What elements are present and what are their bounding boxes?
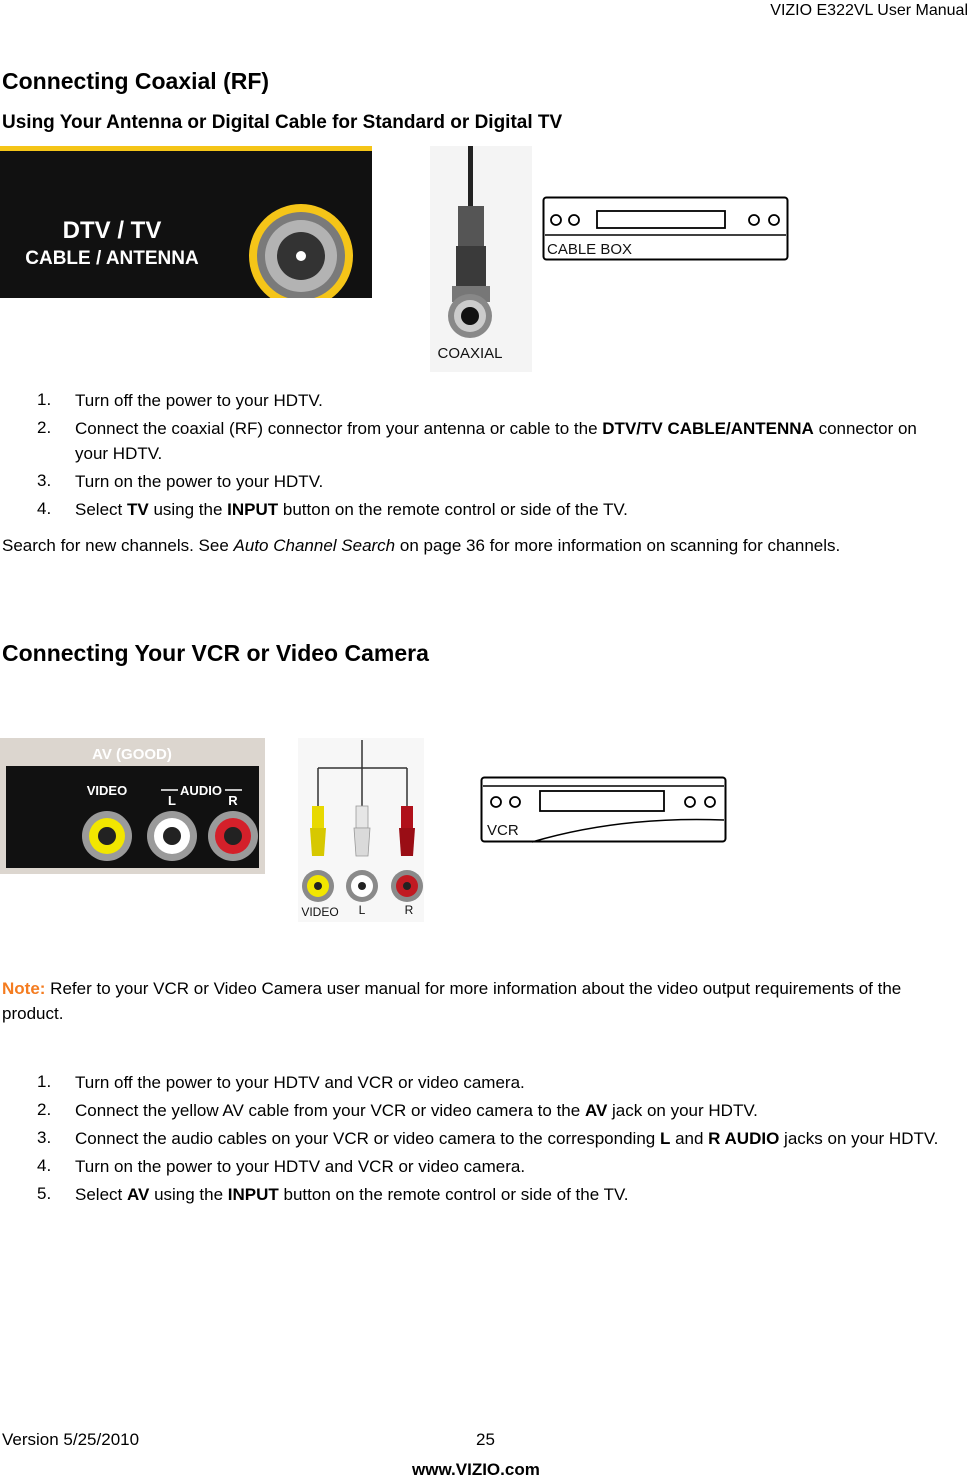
list-item bbox=[0, 1124, 940, 1152]
step-text-fragment: using the bbox=[148, 500, 228, 519]
bold-term: R AUDIO bbox=[708, 1129, 780, 1148]
page-number: 25 bbox=[476, 1430, 495, 1449]
step-text bbox=[75, 1068, 940, 1096]
step-number: 3. bbox=[37, 1128, 52, 1147]
section-title-coaxial: Connecting Coaxial (RF) bbox=[2, 68, 270, 94]
step-text-fragment: connector on your HDTV. bbox=[75, 419, 917, 463]
footer-url: www.VIZIO.com bbox=[412, 1460, 540, 1479]
step-text bbox=[75, 1124, 940, 1152]
step-text-fragment: jack on your HDTV. bbox=[607, 1101, 758, 1120]
step-text-fragment: Select bbox=[75, 500, 127, 519]
step-text bbox=[75, 414, 930, 467]
step-text-fragment: Turn off the power to your HDTV and VCR or video camera. bbox=[75, 1073, 525, 1092]
step-text bbox=[75, 495, 930, 523]
step-text-fragment: Connect the audio cables on your VCR or video camera to the corresponding bbox=[75, 1129, 660, 1148]
step-text-fragment: on page 36 for more information on scanning for channels. bbox=[395, 536, 841, 555]
cable-box-label: CABLE BOX bbox=[547, 241, 633, 258]
panel-cable-antenna-label: CABLE / ANTENNA bbox=[25, 248, 199, 269]
av-video-label: VIDEO bbox=[86, 783, 128, 798]
step-text bbox=[75, 1152, 940, 1180]
av-good-label: AV (GOOD) bbox=[92, 746, 172, 763]
italic-reference: Auto Channel Search bbox=[233, 536, 396, 555]
step-text-fragment: jacks on your HDTV. bbox=[779, 1129, 939, 1148]
bold-term: TV bbox=[126, 500, 149, 519]
av-panel-figure bbox=[0, 738, 265, 874]
coaxial-cable-figure bbox=[430, 146, 532, 372]
step-number: 3. bbox=[37, 471, 52, 490]
step-number: 1. bbox=[37, 390, 52, 409]
cable-box-figure bbox=[542, 196, 790, 262]
step-number: 1. bbox=[37, 1072, 52, 1091]
search-channels-note bbox=[2, 533, 952, 558]
list-item bbox=[0, 495, 930, 523]
step-text-fragment: Connect the yellow AV cable from your VCR or video camera to the bbox=[75, 1101, 585, 1120]
list-item bbox=[0, 386, 930, 414]
list-item bbox=[0, 1096, 940, 1124]
section-title-vcr: Connecting Your VCR or Video Camera bbox=[2, 640, 429, 666]
vcr-steps-list bbox=[0, 1068, 940, 1208]
vcr-figure bbox=[480, 776, 728, 844]
step-number: 2. bbox=[37, 418, 52, 437]
vcr-label: VCR bbox=[487, 822, 519, 839]
bold-term: AV bbox=[584, 1101, 608, 1120]
step-number: 4. bbox=[37, 499, 52, 518]
step-text bbox=[75, 386, 930, 414]
list-item bbox=[0, 1068, 940, 1096]
bold-term: DTV/TV CABLE/ANTENNA bbox=[602, 419, 814, 438]
step-text-fragment: and bbox=[670, 1129, 709, 1148]
step-number: 2. bbox=[37, 1100, 52, 1119]
note-text: Refer to your VCR or Video Camera user manual for more information about the video output requirements of the product. bbox=[2, 979, 902, 1023]
list-item bbox=[0, 467, 930, 495]
plug-video-label: VIDEO bbox=[301, 905, 339, 919]
step-number: 5. bbox=[37, 1184, 52, 1203]
plug-r-label: R bbox=[404, 903, 414, 917]
dtv-tv-panel-figure bbox=[0, 146, 372, 298]
coaxial-steps-list bbox=[0, 386, 930, 523]
step-text-fragment: Turn on the power to your HDTV. bbox=[75, 472, 324, 491]
bold-term: AV bbox=[126, 1185, 150, 1204]
manual-title: VIZIO E322VL User Manual bbox=[770, 2, 968, 19]
section-subtitle-antenna: Using Your Antenna or Digital Cable for Standard or Digital TV bbox=[2, 112, 563, 133]
av-r-label: R bbox=[228, 793, 238, 808]
bold-term: INPUT bbox=[227, 1185, 279, 1204]
step-text bbox=[75, 1180, 940, 1208]
step-text-fragment: Select bbox=[75, 1185, 127, 1204]
step-text-fragment: Turn on the power to your HDTV and VCR or video camera. bbox=[75, 1157, 526, 1176]
av-l-label: L bbox=[168, 793, 176, 808]
step-text-fragment: Turn off the power to your HDTV. bbox=[75, 391, 323, 410]
step-text bbox=[75, 1096, 940, 1124]
footer-version: Version 5/25/2010 bbox=[2, 1430, 140, 1449]
step-text-fragment: Connect the coaxial (RF) connector from your antenna or cable to the bbox=[75, 419, 603, 438]
step-number: 4. bbox=[37, 1156, 52, 1175]
bold-term: L bbox=[659, 1129, 671, 1148]
list-item bbox=[0, 1152, 940, 1180]
vcr-note bbox=[2, 976, 952, 1026]
list-item bbox=[0, 414, 930, 467]
list-item bbox=[0, 1180, 940, 1208]
note-label: Note: bbox=[2, 979, 46, 998]
panel-dtv-tv-label: DTV / TV bbox=[62, 217, 162, 244]
plug-l-label: L bbox=[358, 903, 366, 917]
coaxial-label: COAXIAL bbox=[437, 345, 503, 362]
step-text bbox=[75, 467, 930, 495]
step-text-fragment: button on the remote control or side of the TV. bbox=[278, 1185, 629, 1204]
step-text-fragment: Search for new channels. See bbox=[2, 536, 234, 555]
av-audio-label: AUDIO bbox=[180, 783, 222, 798]
step-text-fragment: using the bbox=[149, 1185, 228, 1204]
step-text-fragment: button on the remote control or side of the TV. bbox=[278, 500, 628, 519]
bold-term: INPUT bbox=[227, 500, 279, 519]
rca-cables-figure bbox=[298, 738, 424, 922]
